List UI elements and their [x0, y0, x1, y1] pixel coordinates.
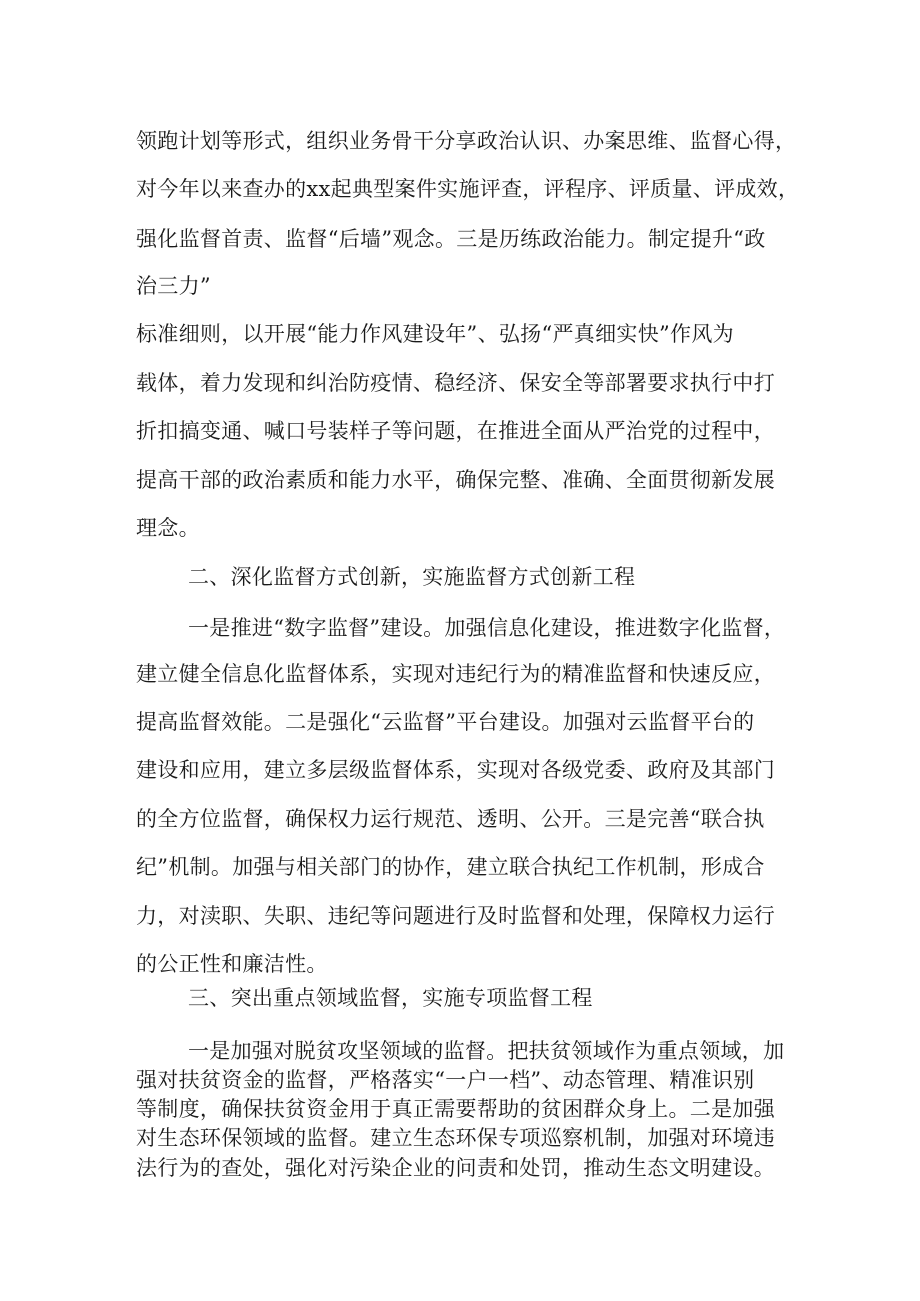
section-heading: 二、深化监督方式创新，实施监督方式创新工程: [188, 565, 636, 589]
text-line: 对今年以来查办的xx起典型案件实施评查，评程序、评质量、评成效，: [136, 177, 800, 201]
text-line: 的全方位监督，确保权力运行规范、透明、公开。三是完善“联合执: [136, 807, 765, 831]
text-line: 对生态环保领域的监督。建立生态环保专项巡察机制，加强对环境违: [136, 1126, 775, 1150]
text-line: 法行为的查处，强化对污染企业的问责和处罚，推动生态文明建设。: [136, 1156, 775, 1180]
text-line: 领跑计划等形式，组织业务骨干分享政治认识、办案思维、监督心得，: [136, 129, 797, 153]
text-line: 纪”机制。加强与相关部门的协作，建立联合执纪工作机制，形成合: [136, 855, 765, 879]
text-line: 标准细则，以开展“能力作风建设年”、弘扬“严真细实快”作风为: [136, 322, 734, 346]
text-line: 载体，着力发现和纠治防疫情、稳经济、保安全等部署要求执行中打: [136, 371, 775, 395]
section-heading: 三、突出重点领域监督，实施专项监督工程: [188, 986, 593, 1010]
text-line: 强化监督首责、监督“后墙”观念。三是历练政治能力。制定提升“政: [136, 227, 766, 251]
text-line: 折扣搞变通、喊口号装样子等问题，在推进全面从严治党的过程中，: [136, 419, 775, 443]
text-line: 理念。: [136, 516, 200, 540]
text-line: 等制度，确保扶贫资金用于真正需要帮助的贫困群众身上。二是加强: [136, 1097, 775, 1121]
text-line: 力，对渎职、失职、违纪等问题进行及时监督和处理，保障权力运行: [136, 904, 775, 928]
text-line: 提高干部的政治素质和能力水平，确保完整、准确、全面贯彻新发展: [136, 468, 775, 492]
text-line: 建设和应用，建立多层级监督体系，实现对各级党委、政府及其部门: [136, 758, 775, 782]
text-line: 建立健全信息化监督体系，实现对违纪行为的精准监督和快速反应，: [136, 662, 775, 686]
text-line: 强对扶贫资金的监督，严格落实“一户一档”、动态管理、精准识别: [136, 1068, 755, 1092]
text-line: 治三力”: [136, 274, 211, 298]
text-line: 提高监督效能。二是强化“云监督”平台建设。加强对云监督平台的: [136, 710, 755, 734]
text-line: 的公正性和廉洁性。: [136, 952, 328, 976]
text-line: 一是推进“数字监督”建设。加强信息化建设，推进数字化监督，: [188, 616, 786, 640]
text-line: 一是加强对脱贫攻坚领域的监督。把扶贫领域作为重点领域，加: [188, 1039, 785, 1063]
